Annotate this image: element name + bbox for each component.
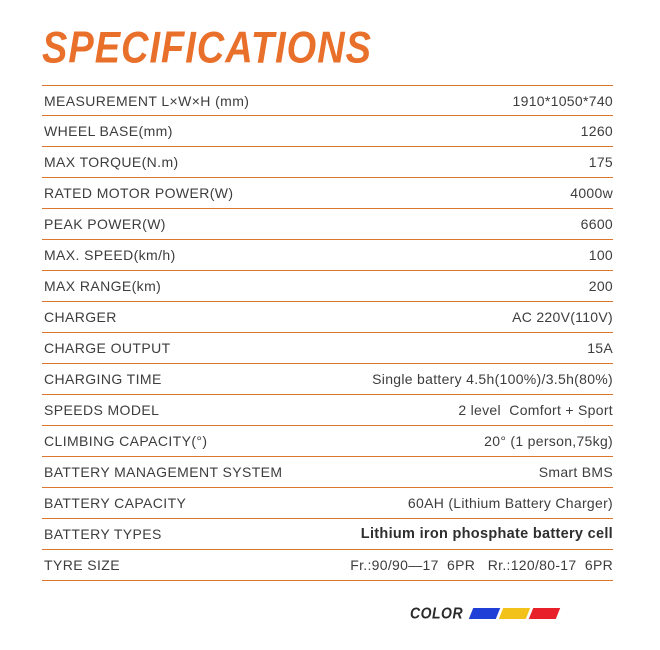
spec-label: SPEEDS MODEL — [44, 402, 160, 418]
spec-row-charging-time — [42, 364, 613, 395]
spec-value: 20° (1 person,75kg) — [484, 433, 613, 449]
spec-row-wheel-base — [42, 116, 613, 147]
spec-value: AC 220V(110V) — [512, 309, 613, 325]
spec-row-max-torque — [42, 147, 613, 178]
spec-value: Lithium iron phosphate battery cell — [360, 526, 613, 542]
spec-row-battery-capacity — [42, 488, 613, 519]
color-section — [410, 603, 561, 623]
spec-label: RATED MOTOR POWER(W) — [44, 185, 234, 201]
spec-row-max-range — [42, 271, 613, 302]
spec-row-measurement — [42, 85, 613, 116]
spec-table — [42, 85, 613, 581]
spec-value: 1260 — [580, 123, 613, 139]
spec-value: Smart BMS — [538, 464, 613, 480]
spec-label: MEASUREMENT L×W×H (mm) — [44, 92, 250, 109]
spec-label: CLIMBING CAPACITY(°) — [44, 433, 208, 449]
spec-value: 2 level Comfort + Sport — [458, 402, 613, 418]
spec-value: 6600 — [580, 216, 613, 232]
spec-value: Fr.:90/90—17 6PR Rr.:120/80-17 6PR — [350, 557, 613, 573]
color-swatch-red — [529, 608, 560, 619]
spec-value: 100 — [588, 247, 613, 263]
spec-label: CHARGING TIME — [44, 371, 162, 387]
spec-row-peak-power — [42, 209, 613, 240]
spec-label: PEAK POWER(W) — [44, 216, 166, 232]
spec-row-battery-types — [42, 519, 613, 550]
spec-label: BATTERY TYPES — [44, 526, 162, 542]
spec-value: 60AH (Lithium Battery Charger) — [407, 495, 613, 511]
color-swatches — [471, 608, 561, 619]
spec-label: TYRE SIZE — [44, 557, 120, 573]
page-title: SPECIFICATIONS — [42, 23, 372, 74]
spec-value: 175 — [588, 154, 613, 170]
spec-label: CHARGER — [44, 309, 117, 325]
spec-label: MAX TORQUE(N.m) — [44, 154, 179, 170]
spec-row-max-speed — [42, 240, 613, 271]
spec-row-bms — [42, 457, 613, 488]
spec-row-tyre-size — [42, 550, 613, 581]
spec-label: CHARGE OUTPUT — [44, 340, 171, 356]
spec-value: 1910*1050*740 — [512, 92, 613, 109]
spec-row-charger — [42, 302, 613, 333]
color-swatch-yellow — [499, 608, 530, 619]
color-label: COLOR — [410, 603, 464, 623]
spec-label: WHEEL BASE(mm) — [44, 123, 173, 139]
color-swatch-blue — [469, 608, 500, 619]
spec-label: MAX. SPEED(km/h) — [44, 247, 176, 263]
spec-row-rated-motor-power — [42, 178, 613, 209]
spec-value: 4000w — [570, 185, 613, 201]
spec-value: 15A — [587, 340, 613, 356]
spec-label: BATTERY MANAGEMENT SYSTEM — [44, 464, 283, 480]
spec-value: Single battery 4.5h(100%)/3.5h(80%) — [372, 371, 613, 387]
spec-label: MAX RANGE(km) — [44, 278, 162, 294]
spec-label: BATTERY CAPACITY — [44, 495, 187, 511]
spec-row-climbing-capacity — [42, 426, 613, 457]
spec-row-speeds-model — [42, 395, 613, 426]
spec-value: 200 — [588, 278, 613, 294]
spec-row-charge-output — [42, 333, 613, 364]
